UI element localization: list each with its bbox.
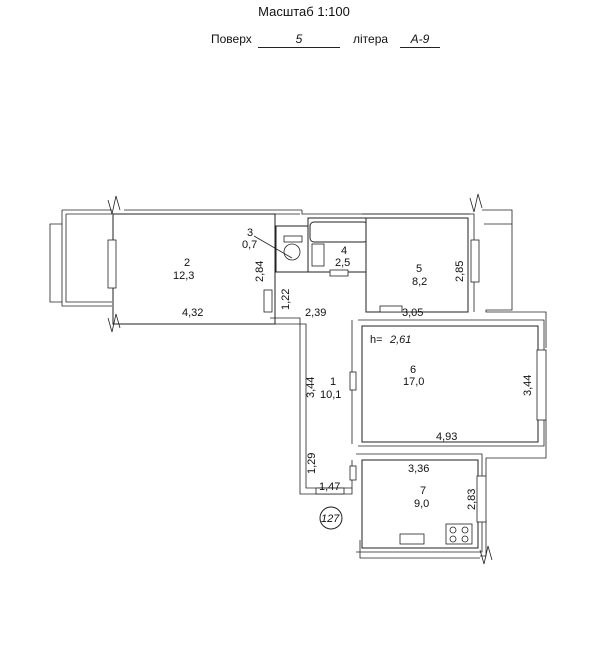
- dim-hall-depth: 1,29: [306, 452, 318, 474]
- dim-kitchen-depth: 2,83: [466, 488, 478, 510]
- room-7-area: 9,0: [414, 498, 430, 510]
- apartment-number: 127: [321, 513, 340, 525]
- room-4-area: 2,5: [335, 257, 351, 269]
- floor-value: 5: [258, 32, 340, 48]
- room-6-number: 6: [410, 364, 417, 376]
- room-2-number: 2: [184, 257, 191, 269]
- room-4-number: 4: [341, 245, 348, 257]
- room-1-number: 1: [330, 376, 337, 388]
- room-7-number: 7: [420, 485, 427, 497]
- dim-corridor-small: 1,22: [280, 288, 292, 310]
- floor-label: Поверх: [211, 32, 252, 46]
- dim-room2-depth: 2,84: [254, 260, 266, 282]
- room-5-number: 5: [416, 263, 423, 275]
- room-5-area: 8,2: [412, 276, 428, 288]
- dim-corridor-width: 2,39: [305, 307, 327, 319]
- litera-label: літера: [353, 32, 389, 46]
- room-1-area: 10,1: [320, 389, 342, 401]
- dim-hall-width: 1,47: [319, 481, 341, 493]
- dim-room5-depth: 2,85: [454, 260, 466, 282]
- dim-room2-width: 4,32: [182, 307, 204, 319]
- room-3-number: 3: [247, 227, 254, 239]
- height-label: h=: [370, 334, 383, 346]
- dim-room6-width: 4,93: [436, 431, 458, 443]
- dim-kitchen-width: 3,36: [408, 463, 430, 475]
- height-value: 2,61: [390, 334, 412, 346]
- dim-corridor-depth: 3,44: [305, 376, 317, 398]
- room-2-area: 12,3: [173, 270, 195, 282]
- scale-label: Масштаб 1:100: [258, 4, 350, 19]
- room-6-area: 17,0: [403, 376, 425, 388]
- dim-room5-width: 3,05: [402, 307, 424, 319]
- litera-value: А-9: [400, 32, 440, 48]
- room-3-area: 0,7: [242, 239, 258, 251]
- dim-room6-depth: 3,44: [522, 374, 534, 396]
